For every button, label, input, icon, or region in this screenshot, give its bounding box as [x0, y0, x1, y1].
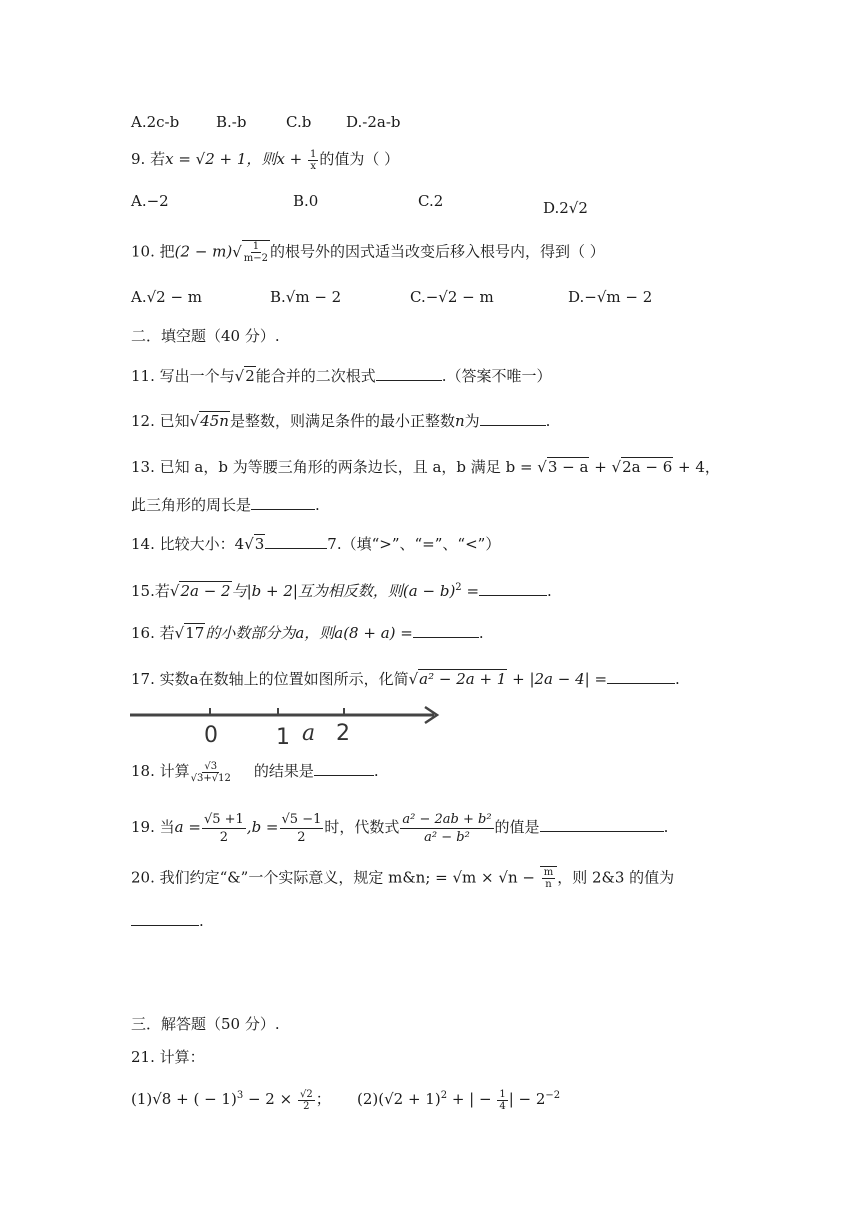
q18-frac-num: √3 [204, 760, 218, 772]
question-9 [131, 148, 399, 172]
q21-p2-fraction [497, 1089, 507, 1112]
q17-pre: 实数a在数轴上的位置如图所示，化简 [159, 670, 409, 688]
q16-radical: 17 [185, 624, 205, 642]
q10-frac-den: m−2 [243, 253, 269, 264]
q11-answer-blank[interactable] [376, 366, 442, 381]
q20-post: ，则 2&3 的值为 [557, 868, 675, 887]
q19-answer-blank[interactable] [540, 817, 664, 832]
question-13-line-2 [131, 494, 320, 516]
q15-answer-blank[interactable] [479, 581, 547, 596]
q9-pre: 若 [150, 150, 166, 168]
q20-text: 我们约定“&”一个实际意义，规定 m&n; = √m × √n − [159, 868, 540, 887]
q19-expr-den: a² − b² [424, 829, 470, 845]
q18-frac-den: √3+√12 [190, 772, 231, 784]
q20-answer-blank[interactable] [131, 911, 199, 926]
q19-pre: 当 [159, 818, 175, 836]
q13-text: 已知 a，b 为等腰三角形的两条边长，且 a，b 满足 b = [159, 458, 538, 476]
q9-option-d: D.2√2 [543, 199, 588, 217]
q21-p1-frac-num: √2 [299, 1088, 313, 1100]
number-line-label-a: a [302, 721, 316, 746]
q10-frac-num: 1 [252, 241, 260, 252]
q18-number: 18. [131, 762, 155, 780]
q13-radical-2: 2a − 6 [622, 458, 673, 476]
q21-p2-frac-den: 4 [499, 1100, 506, 1112]
q21-p1-sup: 3 [236, 1090, 244, 1101]
q17-number: 17. [131, 670, 155, 688]
q19-a-num: √5 +1 [203, 811, 244, 827]
q11-number: 11. [131, 367, 155, 385]
q9-fraction [308, 149, 318, 172]
q21-p2-pre: (2)(√2 + 1) [357, 1090, 441, 1108]
q18-end: . [373, 762, 379, 780]
question-13: 13. 已知 a，b 为等腰三角形的两条边长，且 a，b 满足 b = √3 − a + √2a − 6 + 4， [131, 458, 720, 476]
number-line [128, 700, 448, 750]
question-18 [131, 760, 379, 784]
q21-p1-mid: − 2 × [243, 1090, 297, 1108]
question-20-line-2 [131, 910, 204, 932]
q13-radical-1: 3 − a [547, 458, 589, 476]
q9-frac-num: 1 [310, 148, 317, 160]
q10-option-d: D.−√m − 2 [568, 288, 653, 306]
q12-end: . [545, 412, 551, 430]
q11-pre: 写出一个与 [159, 367, 235, 385]
q18-answer-blank[interactable] [314, 761, 374, 776]
q21-title: 计算： [159, 1048, 205, 1066]
q14-answer-blank[interactable] [265, 534, 327, 549]
q10-option-a: A.√2 − m [131, 288, 203, 306]
q10-number: 10. [131, 242, 155, 261]
q9-mid: 则x + [261, 150, 308, 168]
question-17: 17. 实数a在数轴上的位置如图所示，化简√a² − 2a + 1 + |2a − 4| = . [131, 670, 680, 688]
q8-option-b: B.-b [216, 113, 247, 131]
q14-number: 14. [131, 535, 155, 553]
q9-condition: x = √2 + 1， [165, 150, 262, 168]
q9-frac-den: x [310, 160, 317, 172]
q12-pre: 已知 [159, 412, 190, 430]
q15-sup: 2 [455, 582, 462, 593]
q10-option-c: C.−√2 − m [410, 288, 494, 306]
number-line-label-2: 2 [336, 721, 350, 746]
q19-a-den: 2 [219, 829, 228, 845]
q19-number: 19. [131, 818, 155, 836]
q13-line2-end: . [315, 496, 320, 514]
q20-number: 20. [131, 868, 155, 887]
q9-option-b: B.0 [293, 192, 319, 210]
q19-mid: 时，代数式 [324, 818, 400, 836]
q10-option-b: B.√m − 2 [270, 288, 342, 306]
q19-b-fraction [280, 811, 324, 846]
q21-p1-fraction [298, 1089, 315, 1112]
q16-mid: 的小数部分为a，则a(8 + a) = [205, 624, 413, 642]
q19-expression-fraction [400, 811, 493, 846]
q15-post: = [461, 582, 480, 600]
q20-fraction [542, 867, 555, 890]
question-10 [131, 240, 605, 264]
q14-radical: 3 [254, 535, 265, 553]
q18-pre: 计算 [159, 762, 190, 780]
q15-mid: 与|b + 2|互为相反数，则(a − b) [231, 582, 456, 600]
q10-radical: √ $\frac{1}{m-2}$ [232, 241, 269, 264]
q17-radical: a² − 2a + 1 [419, 670, 507, 688]
question-12: 12. 已知√45n是整数，则满足条件的最小正整数n为 . [131, 412, 551, 430]
q12-var: n [454, 412, 465, 430]
q8-option-a: A.2c-b [131, 113, 180, 131]
number-line-label-0: 0 [204, 723, 218, 748]
q17-post: + |2a − 4| = [507, 670, 608, 688]
q21-p1-frac-den: 2 [303, 1100, 310, 1112]
q16-answer-blank[interactable] [413, 623, 479, 638]
q17-answer-blank[interactable] [607, 669, 675, 684]
question-20 [131, 866, 674, 890]
q21-p2-end: | − 2 [508, 1090, 546, 1108]
q21-p2-sup2: −2 [545, 1090, 561, 1101]
q17-end: . [675, 670, 680, 688]
q21-part-2 [357, 1085, 560, 1112]
question-15: 15.若√2a − 2与|b + 2|互为相反数，则$(a - b)^2$ = . [131, 582, 552, 600]
q15-number: 15. [131, 582, 155, 600]
q16-pre: 若 [159, 624, 175, 642]
q15-pre: 若 [154, 582, 170, 600]
q9-number: 9. [131, 150, 146, 168]
q8-option-d: D.-2a-b [346, 113, 401, 131]
q20-frac-num: m [543, 867, 554, 878]
question-19 [131, 805, 668, 849]
q21-p2-sup: 2 [440, 1090, 448, 1101]
q19-post: 的值是 [494, 818, 540, 836]
q16-end: . [478, 624, 484, 642]
question-21 [131, 1046, 205, 1068]
q14-pre: 比较大小：4 [159, 535, 245, 553]
q19-a-label: a = [174, 818, 201, 836]
q18-post: 的结果是 [253, 762, 314, 780]
q19-b-label: ,b = [246, 818, 279, 836]
q18-fraction [191, 761, 231, 784]
q13-number: 13. [131, 458, 155, 476]
number-line-label-1: 1 [276, 725, 290, 750]
q11-tail: .（答案不唯一） [441, 367, 552, 385]
q8-option-c: C.b [286, 113, 312, 131]
q10-post: 的根号外的因式适当改变后移入根号内，得到（ ） [270, 242, 605, 261]
q21-p2-mid: + | − [447, 1090, 497, 1108]
q12-tail: 为 [464, 412, 480, 430]
q13-answer-blank[interactable] [251, 495, 315, 510]
question-14: 14. 比较大小：4√3 7.（填“>”、“=”、“<”） [131, 535, 501, 553]
q16-number: 16. [131, 624, 155, 642]
section-2-heading: 二．填空题（40 分）. [131, 327, 280, 345]
q12-answer-blank[interactable] [480, 411, 546, 426]
q21-p1-pre: (1)√8 + ( − 1) [131, 1090, 237, 1108]
q21-p1-end: ； [315, 1090, 331, 1108]
q9-post: 的值为（ ） [319, 150, 400, 168]
q9-option-a: A.−2 [131, 192, 169, 210]
q10-factor: (2 − m) [174, 242, 233, 261]
q12-post: 是整数，则满足条件的最小正整数 [229, 412, 455, 430]
q10-pre: 把 [159, 242, 175, 261]
q11-radical: 2 [245, 367, 255, 385]
question-11: 11. 写出一个与√2能合并的二次根式 .（答案不唯一） [131, 367, 552, 385]
q19-b-den: 2 [297, 829, 306, 845]
q13-plus: + [589, 458, 612, 476]
q11-post: 能合并的二次根式 [255, 367, 376, 385]
q12-radical: 45n [200, 412, 229, 430]
q19-expr-num: a² − 2ab + b² [402, 811, 492, 827]
section-3-heading: 三．解答题（50 分）. [131, 1015, 280, 1033]
q20-frac-den: n [545, 879, 552, 890]
q15-radical: 2a − 2 [180, 582, 231, 600]
q15-end: . [547, 582, 552, 600]
q20-end: . [199, 912, 204, 930]
q13-line2: 此三角形的周长是 [131, 496, 252, 514]
q13-end: + 4， [673, 458, 720, 476]
q12-number: 12. [131, 412, 155, 430]
question-16: 16. 若√17的小数部分为a，则a(8 + a) = . [131, 624, 484, 642]
q14-post: 7.（填“>”、“=”、“<”） [327, 535, 501, 553]
q19-b-num: √5 −1 [281, 811, 322, 827]
q19-a-fraction [202, 811, 246, 846]
q9-option-c: C.2 [418, 192, 444, 210]
q21-part-1 [131, 1085, 331, 1112]
q19-end: . [663, 818, 669, 836]
q21-p2-frac-num: 1 [499, 1088, 506, 1100]
q21-number: 21. [131, 1048, 155, 1066]
